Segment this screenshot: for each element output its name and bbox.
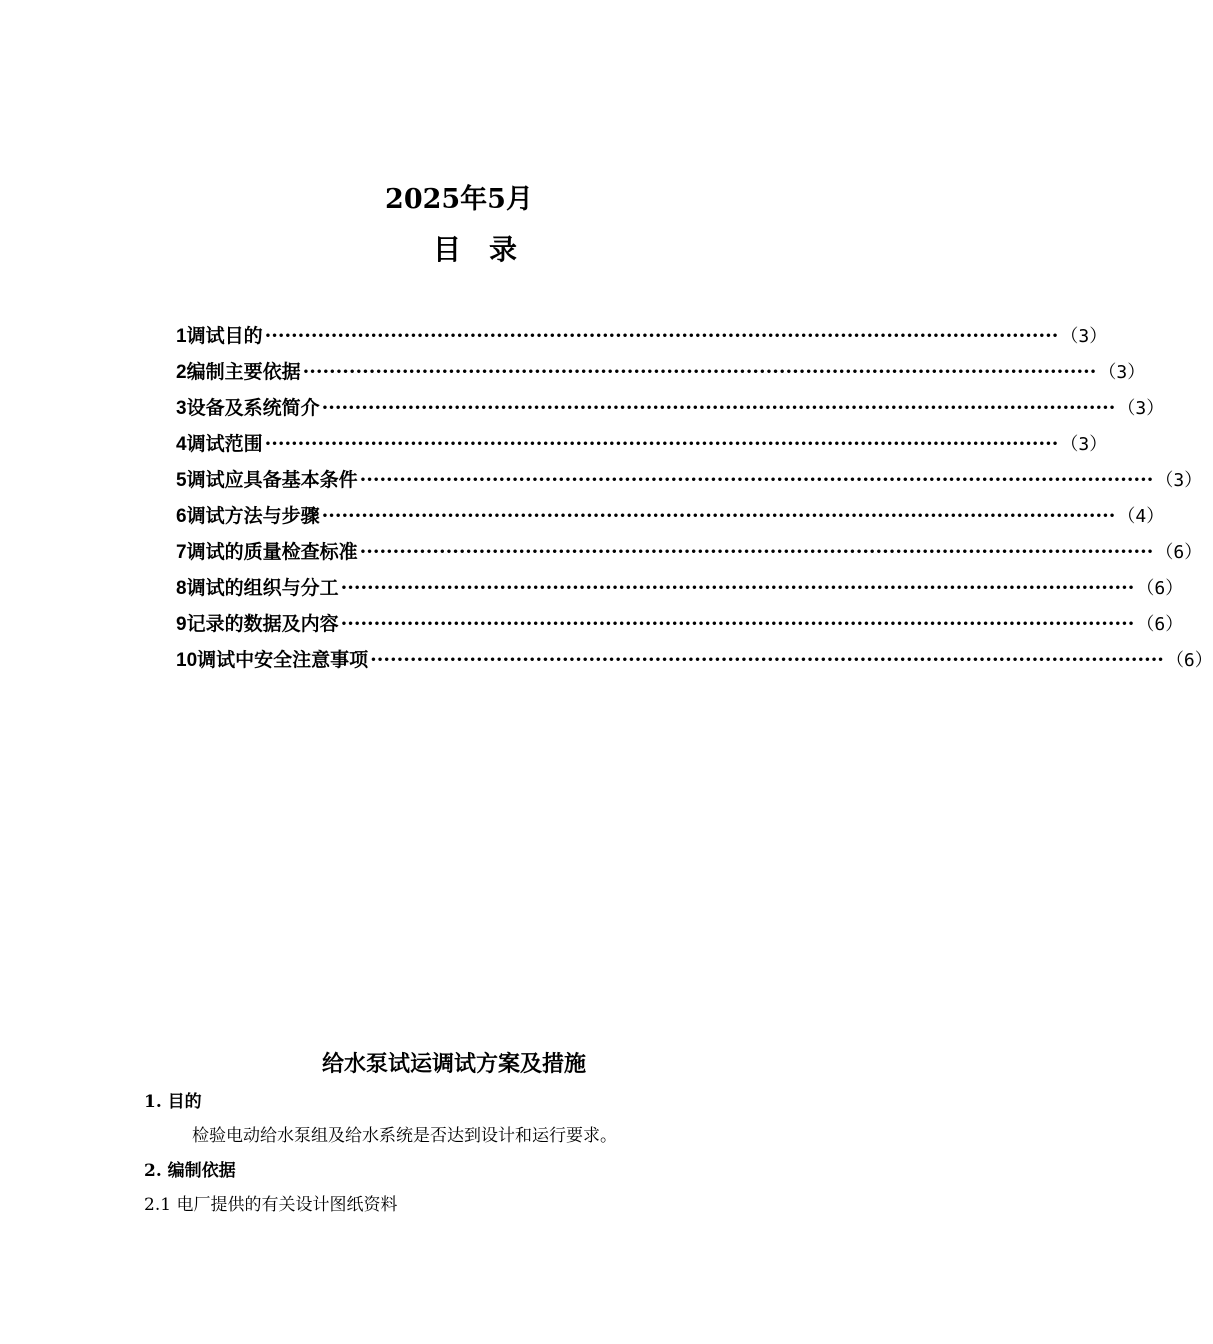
toc-item-number: 9: [176, 614, 187, 635]
toc-item[interactable]: [176, 462, 1203, 498]
toc-item-number: 5: [176, 470, 187, 491]
toc-item-label: 调试的质量检查标准: [186, 541, 358, 563]
section-2-item-2-1: 2.1 电厂提供的有关设计图纸资料: [144, 1195, 398, 1215]
toc-dot-leader: ························································································································: [359, 469, 1154, 491]
toc-item-number: 1: [176, 326, 187, 347]
toc-item-number: 6: [176, 506, 187, 527]
toc-dot-leader: ························································································································: [321, 505, 1116, 527]
toc-item-label: 调试方法与步骤: [186, 505, 320, 527]
toc-item-label: 调试中安全注意事项: [197, 649, 369, 671]
toc-dot-leader: ························································································································: [264, 433, 1059, 455]
section-2-heading: 2. 编制依据: [144, 1161, 236, 1181]
toc-item[interactable]: [176, 534, 1203, 570]
toc-item[interactable]: [176, 318, 1108, 354]
toc-item[interactable]: [176, 570, 1184, 606]
toc-dot-leader: ························································································································: [370, 649, 1164, 671]
toc-dot-leader: ························································································································: [302, 361, 1097, 383]
toc-item-label: 调试的组织与分工: [186, 577, 339, 599]
toc-dot-leader: ························································································································: [321, 397, 1116, 419]
toc-item[interactable]: [176, 606, 1184, 642]
toc-title: 目录: [432, 233, 545, 266]
toc-item-number: 4: [176, 434, 187, 455]
toc-item[interactable]: [176, 498, 1165, 534]
toc-item-number: 10: [176, 650, 198, 671]
toc-item-page: （3）: [1060, 434, 1108, 455]
toc-item-page: （6）: [1155, 542, 1203, 563]
toc-dot-leader: ························································································································: [264, 325, 1059, 347]
toc-item[interactable]: [176, 426, 1108, 462]
toc-dot-leader: ························································································································: [340, 577, 1135, 599]
toc-item[interactable]: [176, 390, 1165, 426]
toc-item-number: 2: [176, 362, 187, 383]
section-1-heading: 1. 目的: [144, 1092, 202, 1112]
toc-item-number: 7: [176, 542, 187, 563]
toc-item-number: 3: [176, 398, 187, 419]
toc-item-page: （6）: [1136, 614, 1184, 635]
toc-item-page: （3）: [1098, 362, 1146, 383]
toc-item-label: 调试范围: [186, 433, 263, 455]
document-title: 给水泵试运调试方案及措施: [321, 1051, 586, 1077]
toc-item-label: 调试应具备基本条件: [186, 469, 358, 491]
table-of-contents: [176, 318, 1213, 678]
toc-item-page: （3）: [1060, 326, 1108, 347]
section-1-text: 检验电动给水泵组及给水系统是否达到设计和运行要求。: [192, 1126, 617, 1146]
toc-item-page: （3）: [1117, 398, 1165, 419]
toc-item[interactable]: [176, 642, 1213, 678]
toc-item-label: 记录的数据及内容: [186, 613, 339, 635]
document-date: 2025年5月: [385, 184, 533, 215]
toc-item-page: （6）: [1136, 578, 1184, 599]
toc-item-page: （4）: [1117, 506, 1165, 527]
toc-item-page: （6）: [1165, 650, 1213, 671]
toc-item-label: 调试目的: [186, 325, 263, 347]
toc-item-number: 8: [176, 578, 187, 599]
toc-dot-leader: ························································································································: [340, 613, 1135, 635]
toc-item[interactable]: [176, 354, 1146, 390]
toc-item-label: 设备及系统简介: [186, 397, 320, 419]
toc-item-page: （3）: [1155, 470, 1203, 491]
toc-item-label: 编制主要依据: [186, 361, 301, 383]
toc-dot-leader: ························································································································: [359, 541, 1154, 563]
